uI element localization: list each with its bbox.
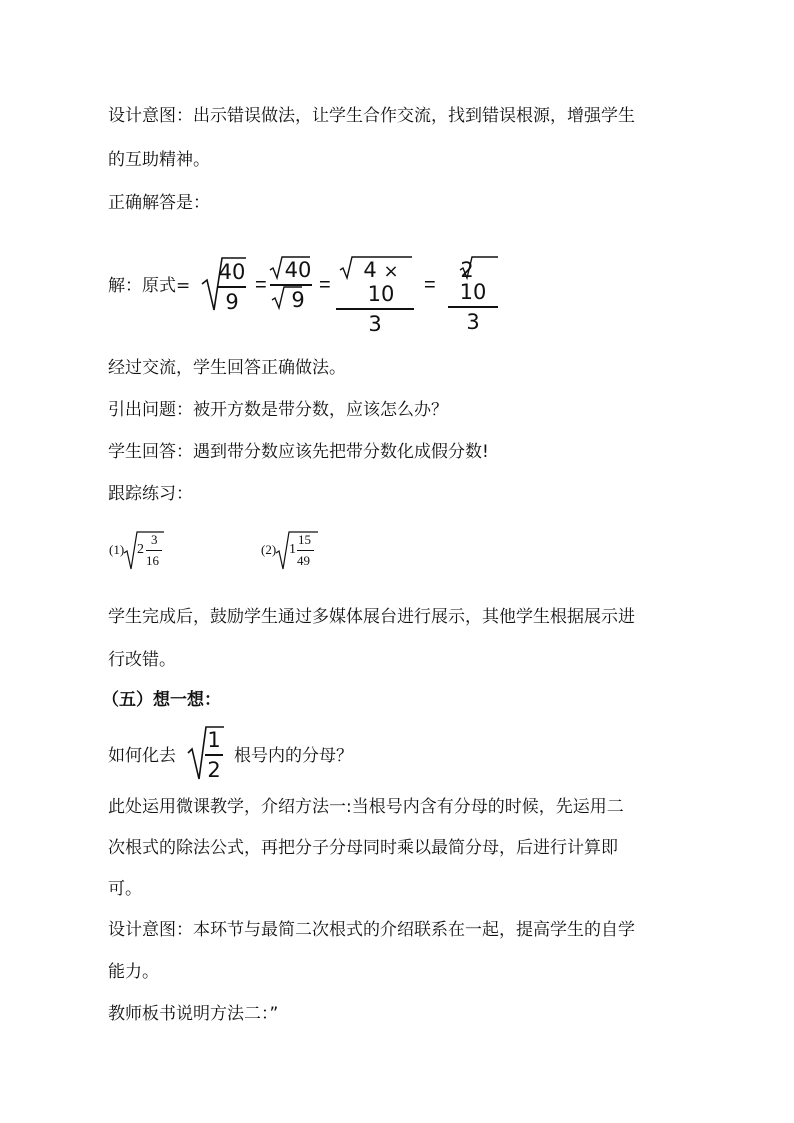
denominator: 9 — [225, 289, 239, 314]
numerator: 40 — [218, 260, 246, 284]
exercise-label: (2) — [261, 542, 277, 557]
paragraph-design-intent-1-cont: 的互助精神。 — [108, 150, 210, 170]
paragraph-practice-heading: 跟踪练习： — [108, 484, 193, 504]
fraction-sqrt40-sqrt9 — [270, 259, 312, 311]
paragraph-method-one-cont: 次根式的除法公式，再把分子分母同时乘以最简分母，后进行计算即 — [108, 838, 618, 858]
fraction-bar — [218, 286, 246, 288]
paragraph-method-one-end: 可。 — [108, 879, 142, 899]
paragraph-method-two: 教师板书说明方法二：” — [108, 1004, 279, 1024]
fraction-bar — [448, 306, 498, 308]
fraction-bar — [297, 550, 314, 551]
fraction-40-9 — [218, 261, 246, 313]
radical-sign-icon — [272, 286, 302, 310]
question-prefix: 如何化去 — [108, 746, 176, 766]
exercise-label: (1) — [109, 542, 125, 557]
radical-sign-icon — [340, 256, 412, 280]
numerator: 15 — [298, 532, 311, 547]
section-heading-think: （五）想一想： — [102, 690, 221, 710]
radical-sign-icon — [270, 256, 310, 280]
paragraph-design-intent-1: 设计意图：出示错误做法，让学生合作交流，找到错误根源，增强学生 — [108, 106, 635, 126]
fraction-bar — [205, 754, 223, 756]
numerator: 4 × 10 — [336, 259, 414, 305]
denominator: 2 — [207, 757, 221, 782]
fraction-bar — [146, 550, 162, 551]
equals-sign: = — [424, 274, 436, 296]
fraction-2sqrt10-3 — [448, 259, 498, 333]
equals-sign: = — [255, 274, 267, 296]
denominator: 3 — [466, 309, 480, 334]
denominator: 3 — [368, 311, 382, 336]
paragraph-question: 引出问题：被开方数是带分数，应该怎么办？ — [108, 400, 448, 420]
paragraph-method-one: 此处运用微课教学，介绍方法一:当根号内含有分母的时候，先运用二 — [108, 797, 624, 817]
mixed-whole: 2 — [137, 542, 144, 557]
denominator: 16 — [146, 553, 159, 568]
paragraph-design-intent-2: 设计意图：本环节与最简二次根式的介绍联系在一起，提高学生的自学 — [108, 920, 635, 940]
paragraph-student-answer: 学生回答：遇到带分数应该先把带分数化成假分数! — [108, 442, 489, 462]
mixed-whole: 1 — [289, 542, 296, 557]
numerator: 1 — [207, 728, 221, 752]
paragraph-presentation-cont: 行改错。 — [108, 650, 176, 670]
radical-sign-icon — [460, 256, 498, 280]
paragraph-after-discussion: 经过交流，学生回答正确做法。 — [108, 358, 346, 378]
numerator: 40 — [270, 259, 312, 281]
paragraph-correct-answer: 正确解答是： — [108, 193, 210, 213]
equals-sign: = — [319, 274, 331, 296]
question-suffix: 根号内的分母？ — [234, 746, 353, 766]
fraction-sqrt4x10-3 — [336, 259, 414, 335]
denominator: 9 — [270, 289, 312, 311]
numerator: 210 — [448, 259, 498, 303]
fraction-1-2 — [205, 729, 223, 781]
numerator: 3 — [151, 532, 158, 547]
fraction-bar — [336, 308, 414, 310]
solution-prefix: 解：原式= — [108, 276, 191, 296]
denominator: 49 — [297, 553, 310, 568]
paragraph-design-intent-2-cont: 能力。 — [108, 962, 159, 982]
paragraph-presentation: 学生完成后，鼓励学生通过多媒体展台进行展示，其他学生根据展示进 — [108, 607, 635, 627]
